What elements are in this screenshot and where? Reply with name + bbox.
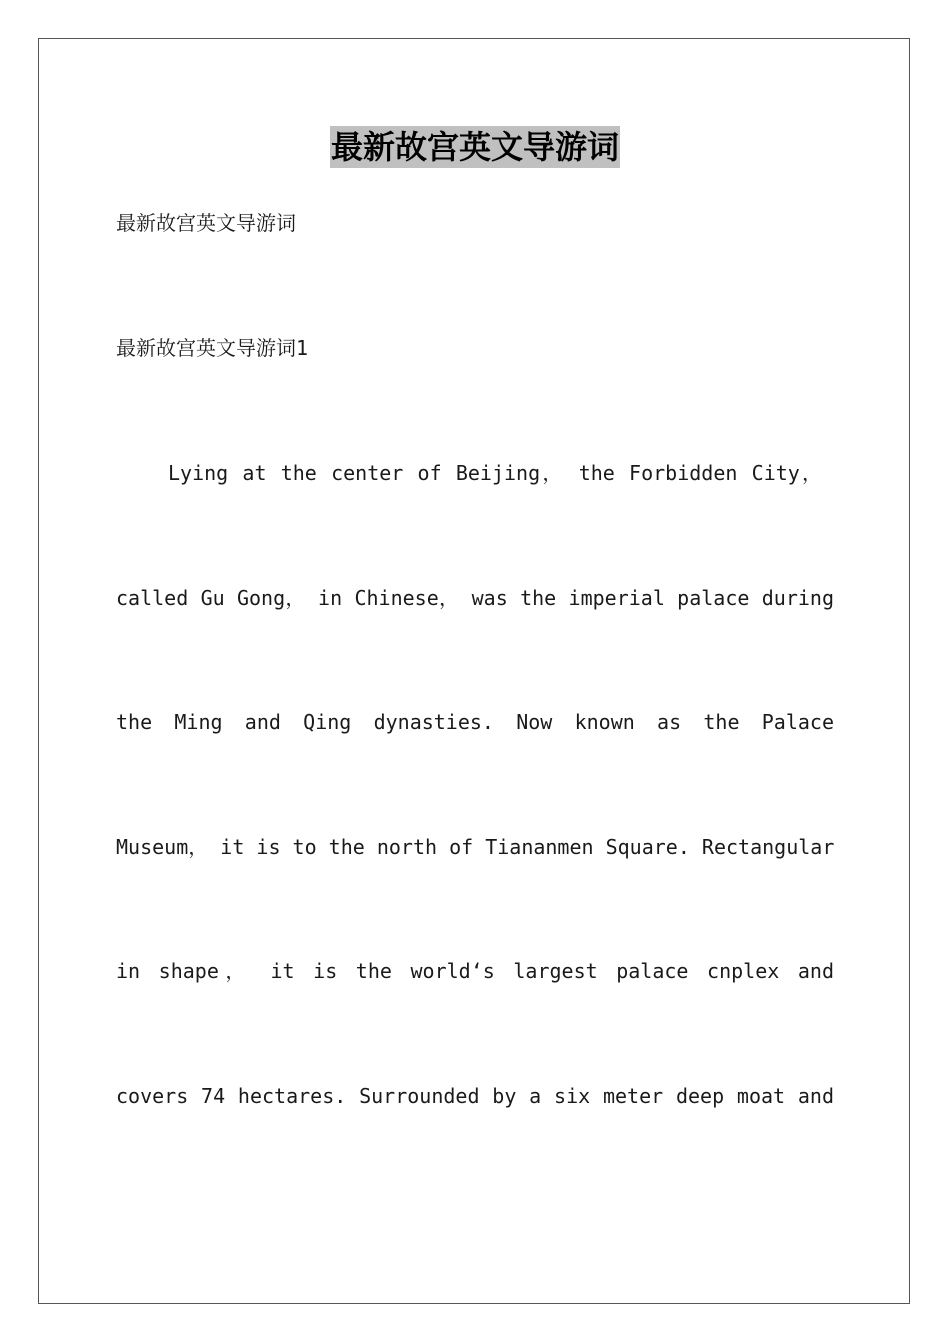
- section-heading: 最新故宫英文导游词1: [116, 336, 309, 360]
- body-line-5: in shape， it is the world‘s largest palace cnplex and: [116, 959, 834, 983]
- document-title-highlight: 最新故宫英文导游词: [330, 128, 619, 166]
- body-line-4: Museum， it is to the north of Tiananmen Square. Rectangular: [116, 835, 835, 859]
- body-line-6: covers 74 hectares. Surrounded by a six meter deep moat and: [116, 1084, 834, 1108]
- body-line-1: Lying at the center of Beijing， the Forbidden City，: [168, 461, 822, 485]
- body-line-3: the Ming and Qing dynasties. Now known as the Palace: [116, 710, 834, 734]
- body-line-2: called Gu Gong， in Chinese， was the imperial palace during: [116, 586, 834, 610]
- document-subtitle: 最新故宫英文导游词: [116, 211, 296, 235]
- document-title: [0, 126, 950, 168]
